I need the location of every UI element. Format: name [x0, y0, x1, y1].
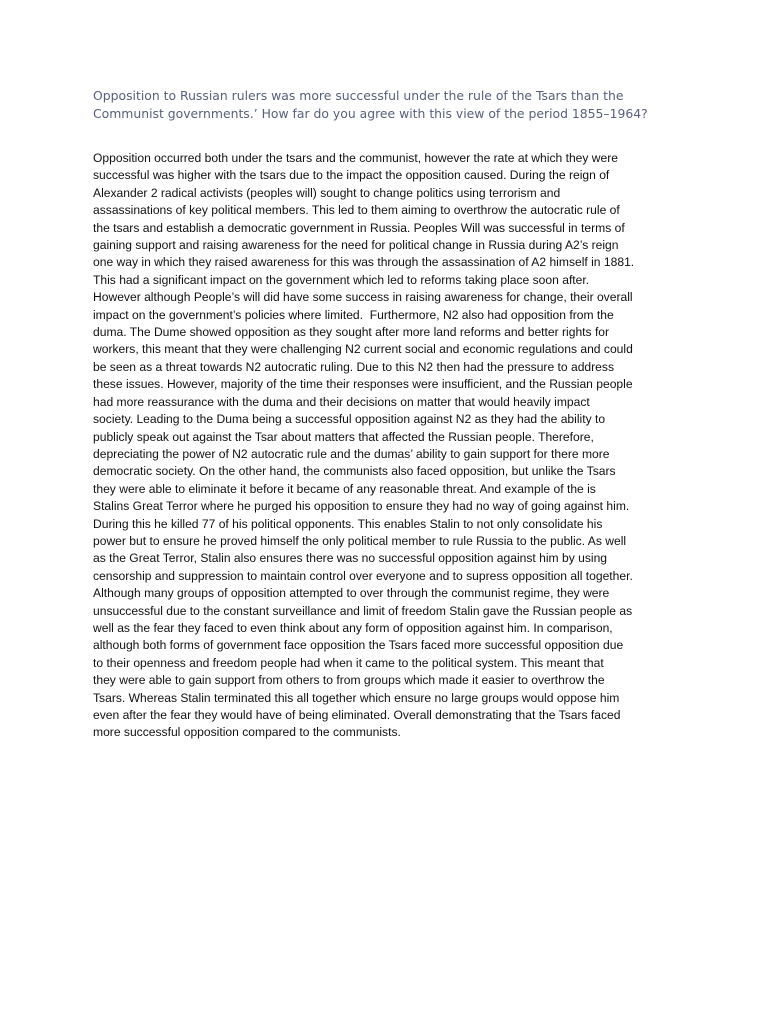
essay-line: even after the fear they would have of being eliminated. Overall demonstrating that the Tsars faced — [93, 708, 621, 722]
essay-line: Stalins Great Terror where he purged his opposition to ensure they had no way of going against him. — [93, 499, 630, 514]
essay-line: more successful opposition compared to the communists. — [93, 725, 401, 740]
essay-line: they were able to gain support from others to from groups which made it easier to overthrow the — [93, 673, 605, 688]
essay-line: they were able to eliminate it before it became of any reasonable threat. And example of the is — [93, 481, 596, 496]
essay-line: successful was higher with the tsars due to the impact the opposition caused. During the reign of — [93, 168, 610, 183]
essay-line: one way in which they raised awareness for this was through the assassination of A2 himself in 1881. — [93, 255, 635, 270]
essay-line: Although many groups of opposition attempted to over through the communist regime, they were — [93, 586, 610, 601]
essay-line: well as the fear they faced to even think about any form of opposition against him. In comparison, — [93, 620, 613, 635]
essay-line: power but to ensure he proved himself the only political member to rule Russia to the public. As well — [93, 533, 627, 548]
essay-line: Tsars. Whereas Stalin terminated this all together which ensure no large groups would oppose him — [93, 690, 620, 705]
essay-line: democratic society. On the other hand, the communists also faced opposition, but unlike the Tsars — [93, 464, 616, 479]
essay-line: these issues. However, majority of the time their responses were insufficient, and the Russian people — [93, 377, 633, 392]
essay-line: censorship and suppression to maintain control over everyone and to supress opposition all together. — [93, 568, 633, 583]
essay-line: However although People’s will did have some success in raising awareness for change, their overall — [93, 290, 633, 305]
essay-line: Alexander 2 radical activists (peoples will) sought to change politics using terrorism and — [93, 185, 561, 200]
essay-line: depreciating the power of N2 autocratic rule and the dumas’ ability to gain support for there more — [93, 446, 610, 461]
essay-body — [93, 150, 693, 742]
essay-line: gaining support and raising awareness for the need for political change in Russia during A2’s reign — [93, 238, 619, 253]
essay-line: publicly speak out against the Tsar about matters that affected the Russian people. Therefore, — [93, 429, 594, 444]
essay-line: had more reassurance with the duma and their decisions on matter that would heavily impact — [93, 394, 590, 409]
essay-line: be seen as a threat towards N2 autocratic ruling. Due to this N2 then had the pressure to address — [93, 359, 614, 374]
essay-line: duma. The Dume showed opposition as they sought after more land reforms and better rights for — [93, 325, 610, 340]
essay-line: assassinations of key political members. This led to them aiming to overthrow the autocratic rule of — [93, 203, 620, 218]
essay-line: although both forms of government face opposition the Tsars faced more successful opposition due — [93, 638, 624, 653]
essay-line: the tsars and establish a democratic government in Russia. Peoples Will was successful in terms of — [93, 220, 625, 235]
essay-line: to their openness and freedom people had when it came to the political system. This meant that — [93, 655, 604, 670]
essay-line: workers, this meant that they were challenging N2 current social and economic regulations and could — [93, 342, 633, 357]
essay-line: Opposition occurred both under the tsars and the communist, however the rate at which they were — [93, 151, 619, 165]
essay-line: as the Great Terror, Stalin also ensures there was no successful opposition against him by using — [93, 551, 608, 566]
essay-line: This had a significant impact on the government which led to reforms taking place soon after. — [93, 272, 590, 287]
essay-line: impact on the government’s policies where limited. Furthermore, N2 also had opposition from the — [93, 307, 614, 322]
essay-question: Opposition to Russian rulers was more successful under the rule of the Tsars than the Communist governments.’ How far do you agree with this view of the period 1855–1964? — [93, 88, 648, 121]
essay-line: unsuccessful due to the constant surveillance and limit of freedom Stalin gave the Russian people as — [93, 603, 633, 618]
essay-line: During this he killed 77 of his political opponents. This enables Stalin to not only consolidate his — [93, 516, 603, 531]
essay-line: society. Leading to the Duma being a successful opposition against N2 as they had the ability to — [93, 412, 606, 427]
